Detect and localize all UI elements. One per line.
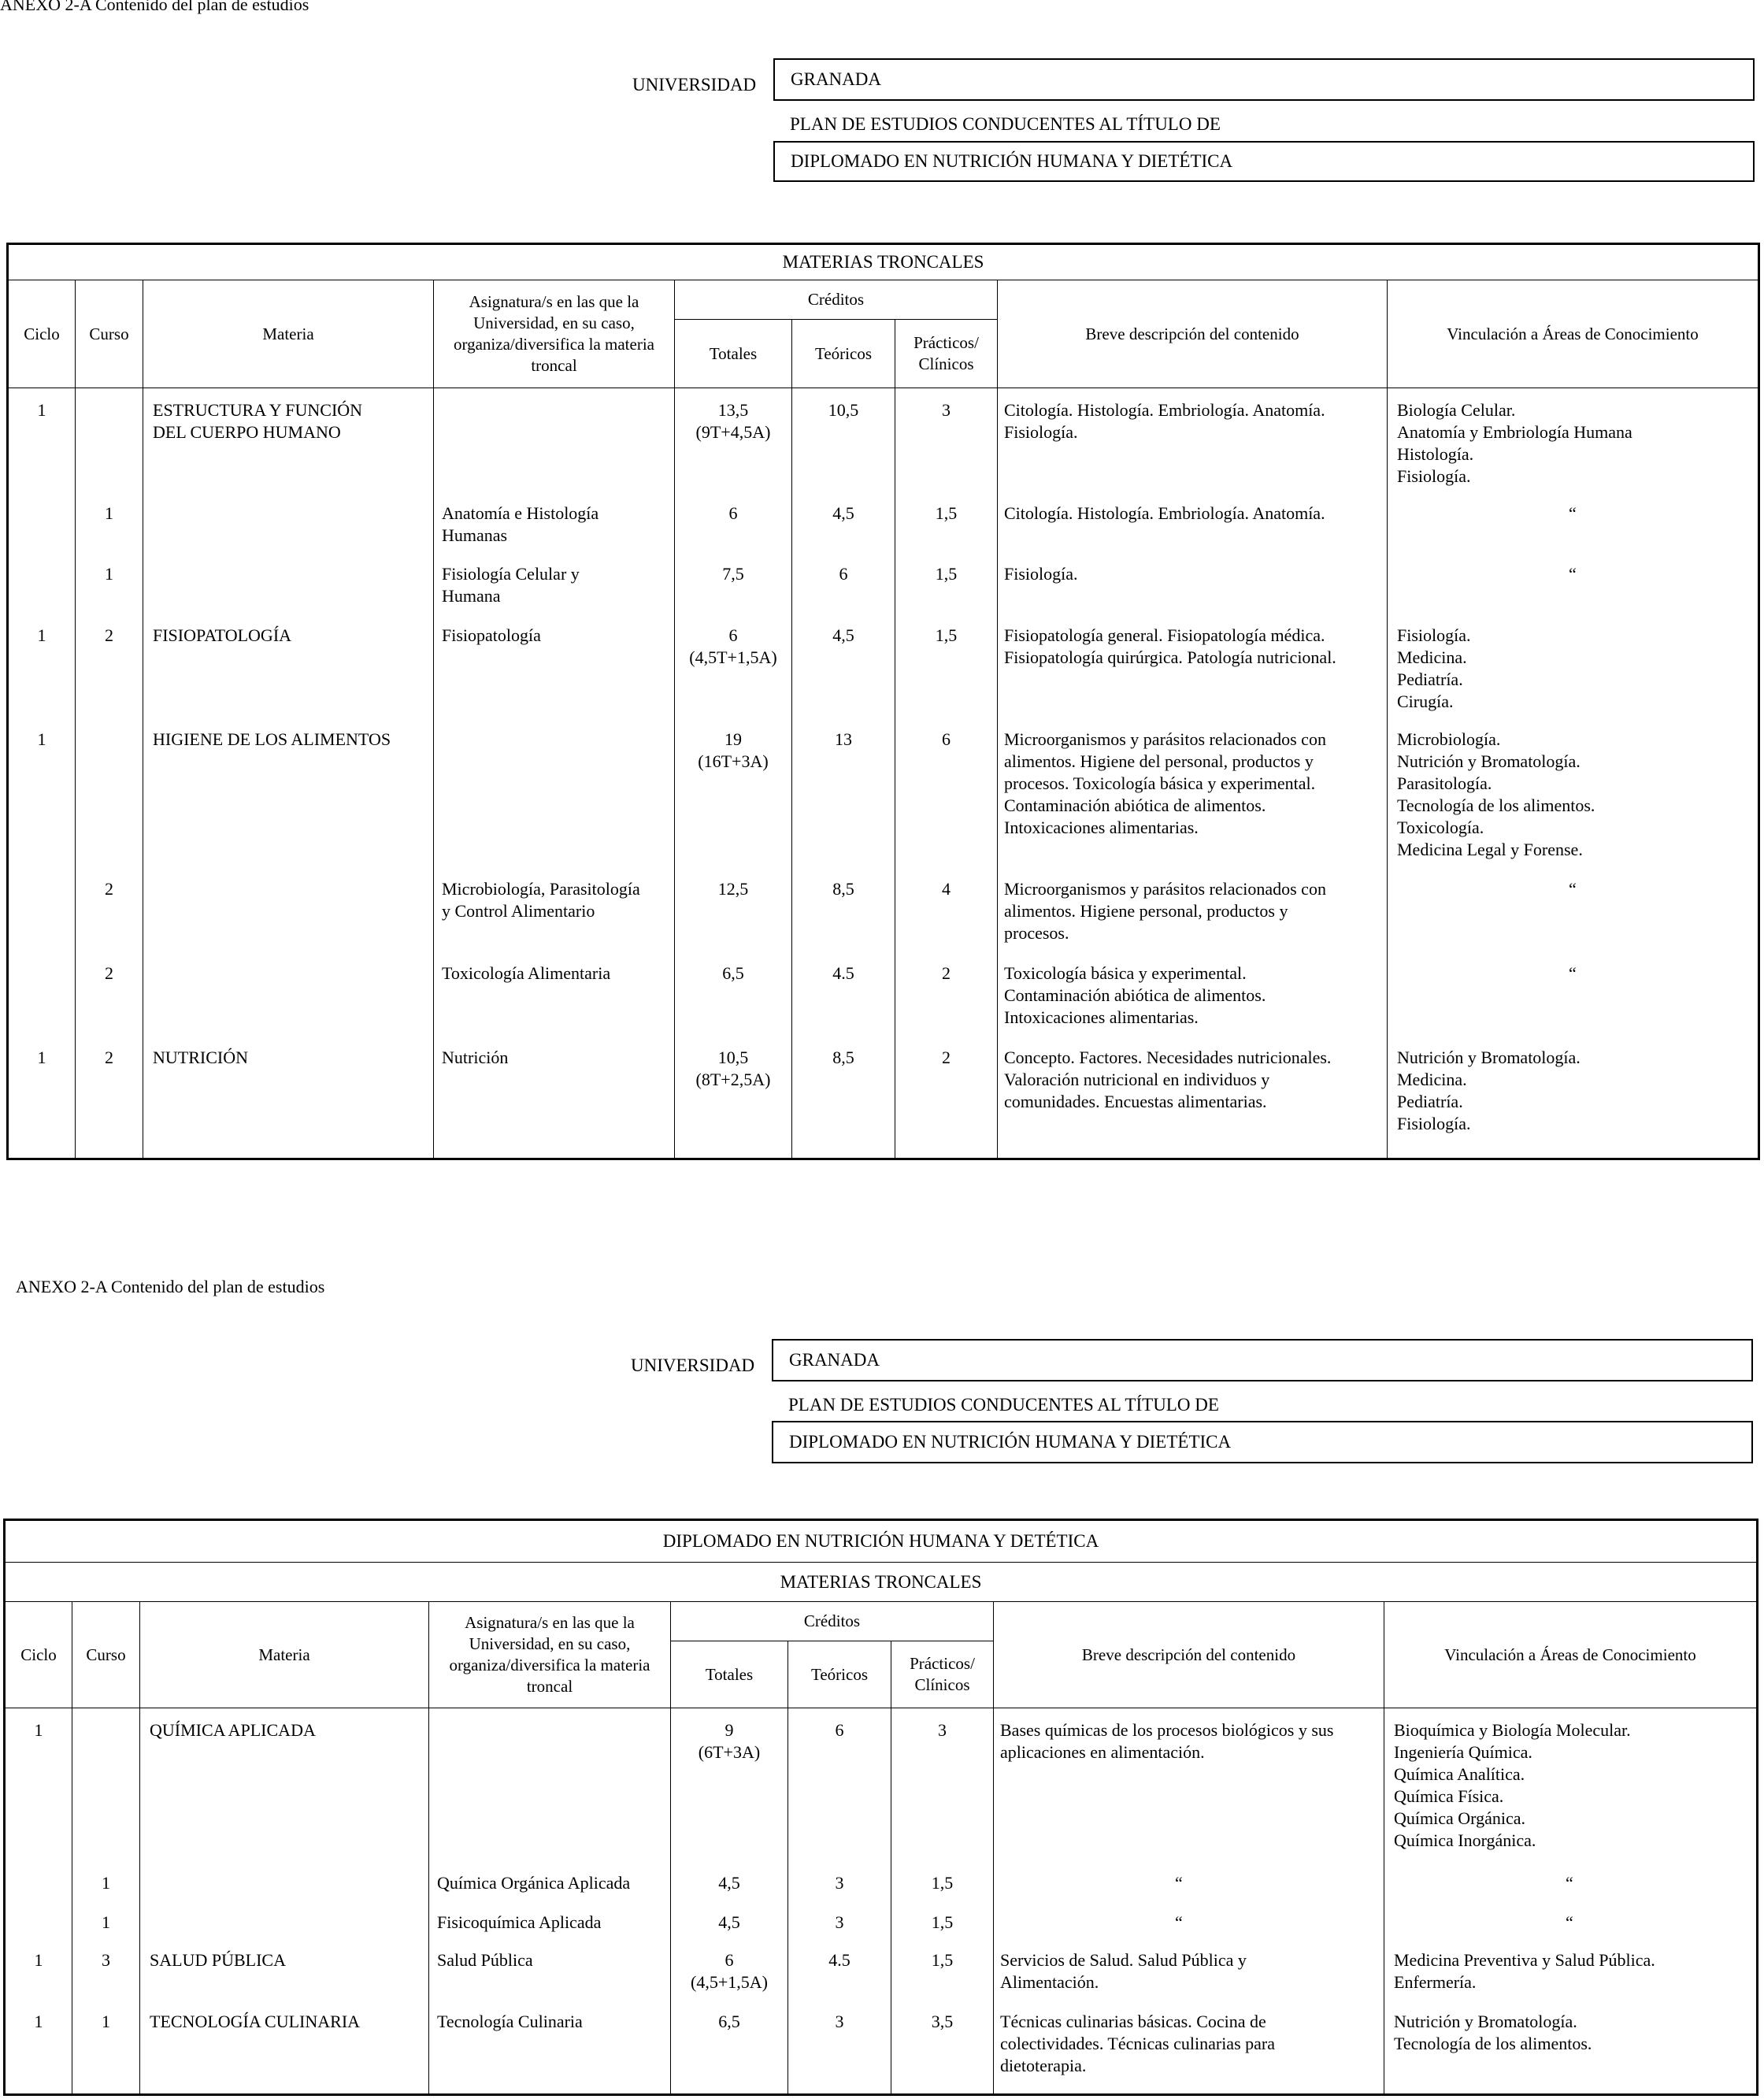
curso-cell: 1 (102, 1873, 110, 1893)
ciclo-cell: 1 (34, 2012, 43, 2031)
vinculacion-cell: Microbiología. Nutrición y Bromatología. Parasitología. Tecnología de los alimentos. Toxicología. Medicina Legal y Forense. (1397, 729, 1595, 859)
teoricos-cell: 4,5 (832, 625, 854, 645)
totales-cell: 6,5 (722, 963, 744, 983)
vinculacion-cell: Nutrición y Bromatología. Tecnología de los alimentos. (1394, 2012, 1592, 2053)
asignatura-cell: Tecnología Culinaria (437, 2012, 583, 2031)
descripcion-cell: Microorganismos y parásitos relacionados con alimentos. Higiene del personal, productos y procesos. Toxicología básica y experimental. Contaminación abiótica de alimentos. Intoxicaciones alimentarias. (1004, 729, 1326, 837)
totales-cell: 19 (16T+3A) (698, 729, 769, 771)
totales-cell: 6 (4,5T+1,5A) (689, 625, 777, 667)
col-descripcion: Breve descripción del contenido (998, 280, 1388, 388)
vinculacion-cell: Nutrición y Bromatología. Medicina. Pediatría. Fisiología. (1397, 1048, 1581, 1133)
totales-cell: 12,5 (717, 879, 749, 899)
universidad-label: UNIVERSIDAD (632, 75, 757, 95)
materias-troncales-table-1 (6, 243, 1760, 1160)
materia-cell: NUTRICIÓN (153, 1048, 248, 1067)
teoricos-cell: 3 (835, 2012, 844, 2031)
totales-cell: 6,5 (718, 2012, 740, 2031)
descripcion-cell: Bases químicas de los procesos biológicos y sus aplicaciones en alimentación. (1000, 1720, 1334, 1762)
col-creditos-2: Créditos (671, 1602, 994, 1641)
descripcion-column (998, 388, 1387, 1158)
universidad-field-2: GRANADA (772, 1339, 1753, 1381)
practicos-cell: 1,5 (935, 625, 958, 645)
vinculacion-cell: “ (1569, 503, 1577, 523)
teoricos-cell: 6 (835, 1720, 844, 1740)
col-curso-2: Curso (72, 1602, 140, 1708)
curso-cell: 2 (105, 963, 113, 983)
curso-cell: 3 (102, 1950, 110, 1970)
annex-title-2: ANEXO 2-A Contenido del plan de estudios (16, 1277, 325, 1296)
curso-column-2 (72, 1708, 139, 2093)
col-asignatura: Asignatura/s en las que la Universidad, en su caso, organiza/diversifica la materia troncal (434, 280, 675, 388)
practicos-cell: 4 (942, 879, 951, 899)
teoricos-cell: 10,5 (828, 400, 859, 420)
universidad-label-2: UNIVERSIDAD (631, 1355, 755, 1375)
col-asignatura-2: Asignatura/s en las que la Universidad, en su caso, organiza/diversifica la materia troncal (429, 1602, 671, 1708)
practicos-column (895, 388, 997, 1158)
materia-cell: TECNOLOGÍA CULINARIA (150, 2012, 361, 2031)
practicos-cell: 6 (942, 729, 951, 749)
practicos-cell: 1,5 (935, 503, 958, 523)
curso-column (76, 388, 143, 1158)
descripcion-cell: Toxicología básica y experimental. Contaminación abiótica de alimentos. Intoxicaciones alimentarias. (1004, 963, 1266, 1027)
asignatura-cell: Fisiología Celular y Humana (442, 564, 580, 606)
practicos-cell: 1,5 (935, 564, 958, 584)
totales-cell: 13,5 (9T+4,5A) (695, 400, 771, 442)
vinculacion-cell: “ (1566, 1873, 1573, 1893)
asignatura-cell: Química Orgánica Aplicada (437, 1873, 631, 1893)
descripcion-column-2 (994, 1708, 1384, 2093)
asignatura-cell: Nutrición (442, 1048, 509, 1067)
vinculacion-cell: “ (1569, 564, 1577, 584)
materia-cell: FISIOPATOLOGÍA (153, 625, 292, 645)
totales-cell: 10,5 (8T+2,5A) (695, 1048, 771, 1089)
totales-cell: 6 (728, 503, 738, 523)
practicos-cell: 2 (942, 963, 951, 983)
section-title-2: MATERIAS TRONCALES (5, 1563, 1758, 1602)
col-descripcion-2: Breve descripción del contenido (994, 1602, 1384, 1708)
titulo-field: DIPLOMADO EN NUTRICIÓN HUMANA Y DIETÉTICA (773, 141, 1755, 182)
teoricos-cell: 4.5 (828, 1950, 850, 1970)
teoricos-cell: 13 (835, 729, 852, 749)
section-title: MATERIAS TRONCALES (8, 244, 1759, 280)
col-curso: Curso (76, 280, 143, 388)
ciclo-column (9, 388, 75, 1158)
totales-cell: 4,5 (718, 1873, 740, 1893)
col-practicos-2: Prácticos/ Clínicos (891, 1641, 994, 1708)
totales-cell: 7,5 (722, 564, 744, 584)
teoricos-column-2 (788, 1708, 891, 2093)
descripcion-cell: Servicios de Salud. Salud Pública y Alimentación. (1000, 1950, 1247, 1992)
asignatura-cell: Anatomía e Histología Humanas (442, 503, 599, 545)
practicos-cell: 3 (938, 1720, 947, 1740)
descripcion-cell: Citología. Histología. Embriología. Anatomía. (1004, 503, 1325, 523)
col-materia-2: Materia (140, 1602, 429, 1708)
totales-column (675, 388, 791, 1158)
vinculacion-cell: “ (1569, 879, 1577, 899)
plan-label-2: PLAN DE ESTUDIOS CONDUCENTES AL TÍTULO DE (788, 1395, 1219, 1415)
curso-cell: 1 (105, 564, 113, 584)
vinculacion-cell: “ (1569, 963, 1577, 983)
practicos-cell: 1,5 (931, 1912, 954, 1932)
curso-cell: 2 (105, 879, 113, 899)
vinculacion-cell: Bioquímica y Biología Molecular. Ingeniería Química. Química Analítica. Química Física. Química Orgánica. Química Inorgánica. (1394, 1720, 1631, 1850)
vinculacion-cell: Biología Celular. Anatomía y Embriología Humana Histología. Fisiología. (1397, 400, 1632, 486)
materias-troncales-table-2 (3, 1519, 1758, 2096)
col-practicos: Prácticos/ Clínicos (895, 320, 998, 388)
teoricos-cell: 3 (835, 1912, 844, 1932)
teoricos-cell: 8,5 (832, 1048, 854, 1067)
descripcion-cell: “ (1175, 1912, 1183, 1932)
practicos-cell: 3 (942, 400, 951, 420)
ciclo-column-2 (6, 1708, 72, 2093)
col-vinculacion-2: Vinculación a Áreas de Conocimiento (1384, 1602, 1758, 1708)
col-materia: Materia (143, 280, 434, 388)
vinculacion-cell: Medicina Preventiva y Salud Pública. Enfermería. (1394, 1950, 1655, 1992)
vinculacion-column (1388, 388, 1758, 1158)
materia-column (143, 388, 433, 1158)
descripcion-cell: Concepto. Factores. Necesidades nutricionales. Valoración nutricional en individuos y comunidades. Encuestas alimentarias. (1004, 1048, 1332, 1111)
ciclo-cell: 1 (37, 1048, 46, 1067)
universidad-field: GRANADA (773, 58, 1755, 101)
teoricos-cell: 4.5 (832, 963, 854, 983)
descripcion-cell: Fisiología. (1004, 564, 1078, 584)
practicos-cell: 1,5 (931, 1950, 954, 1970)
col-vinculacion: Vinculación a Áreas de Conocimiento (1388, 280, 1759, 388)
descripcion-cell: Microorganismos y parásitos relacionados con alimentos. Higiene personal, productos y procesos. (1004, 879, 1326, 943)
totales-cell: 6 (4,5+1,5A) (691, 1950, 768, 1992)
col-totales: Totales (675, 320, 792, 388)
col-ciclo: Ciclo (8, 280, 76, 388)
asignatura-cell: Fisicoquímica Aplicada (437, 1912, 602, 1932)
col-teoricos-2: Teóricos (788, 1641, 891, 1708)
ciclo-cell: 1 (34, 1950, 43, 1970)
materia-cell: ESTRUCTURA Y FUNCIÓN DEL CUERPO HUMANO (153, 400, 363, 442)
curso-cell: 1 (102, 2012, 110, 2031)
descripcion-cell: “ (1175, 1873, 1183, 1893)
asignatura-cell: Microbiología, Parasitología y Control Alimentario (442, 879, 640, 921)
practicos-cell: 2 (942, 1048, 951, 1067)
descripcion-cell: Fisiopatología general. Fisiopatología médica. Fisiopatología quirúrgica. Patología nutricional. (1004, 625, 1336, 667)
curso-cell: 2 (105, 1048, 113, 1067)
degree-title: DIPLOMADO EN NUTRICIÓN HUMANA Y DETÉTICA (5, 1520, 1758, 1563)
practicos-column-2 (891, 1708, 993, 2093)
curso-cell: 1 (105, 503, 113, 523)
asignatura-cell: Salud Pública (437, 1950, 533, 1970)
asignatura-column-2 (429, 1708, 670, 2093)
totales-column-2 (671, 1708, 788, 2093)
descripcion-cell: Técnicas culinarias básicas. Cocina de colectividades. Técnicas culinarias para dietoterapia. (1000, 2012, 1275, 2075)
teoricos-cell: 6 (839, 564, 848, 584)
col-teoricos: Teóricos (792, 320, 895, 388)
totales-cell: 4,5 (718, 1912, 740, 1932)
teoricos-cell: 3 (835, 1873, 844, 1893)
ciclo-cell: 1 (37, 625, 46, 645)
materia-cell: QUÍMICA APLICADA (150, 1720, 316, 1740)
col-totales-2: Totales (671, 1641, 788, 1708)
col-creditos: Créditos (675, 280, 998, 320)
asignatura-cell: Fisiopatología (442, 625, 541, 645)
curso-cell: 2 (105, 625, 113, 645)
teoricos-column (792, 388, 895, 1158)
vinculacion-column-2 (1384, 1708, 1756, 2093)
asignatura-cell: Toxicología Alimentaria (442, 963, 611, 983)
practicos-cell: 1,5 (931, 1873, 954, 1893)
plan-label: PLAN DE ESTUDIOS CONDUCENTES AL TÍTULO DE (790, 114, 1221, 134)
totales-cell: 9 (6T+3A) (698, 1720, 761, 1762)
descripcion-cell: Citología. Histología. Embriología. Anatomía. Fisiología. (1004, 400, 1325, 442)
vinculacion-cell: Fisiología. Medicina. Pediatría. Cirugía. (1397, 625, 1471, 711)
materia-cell: HIGIENE DE LOS ALIMENTOS (153, 729, 391, 749)
teoricos-cell: 8,5 (832, 879, 854, 899)
teoricos-cell: 4,5 (832, 503, 854, 523)
ciclo-cell: 1 (34, 1720, 43, 1740)
materia-column-2 (140, 1708, 428, 2093)
vinculacion-cell: “ (1566, 1912, 1573, 1932)
titulo-field-2: DIPLOMADO EN NUTRICIÓN HUMANA Y DIETÉTICA (772, 1421, 1753, 1463)
ciclo-cell: 1 (37, 400, 46, 420)
curso-cell: 1 (102, 1912, 110, 1932)
asignatura-column (434, 388, 674, 1158)
materia-cell: SALUD PÚBLICA (150, 1950, 286, 1970)
annex-title: ANEXO 2-A Contenido del plan de estudios (0, 0, 309, 14)
practicos-cell: 3,5 (931, 2012, 954, 2031)
col-ciclo-2: Ciclo (5, 1602, 72, 1708)
ciclo-cell: 1 (37, 729, 46, 749)
